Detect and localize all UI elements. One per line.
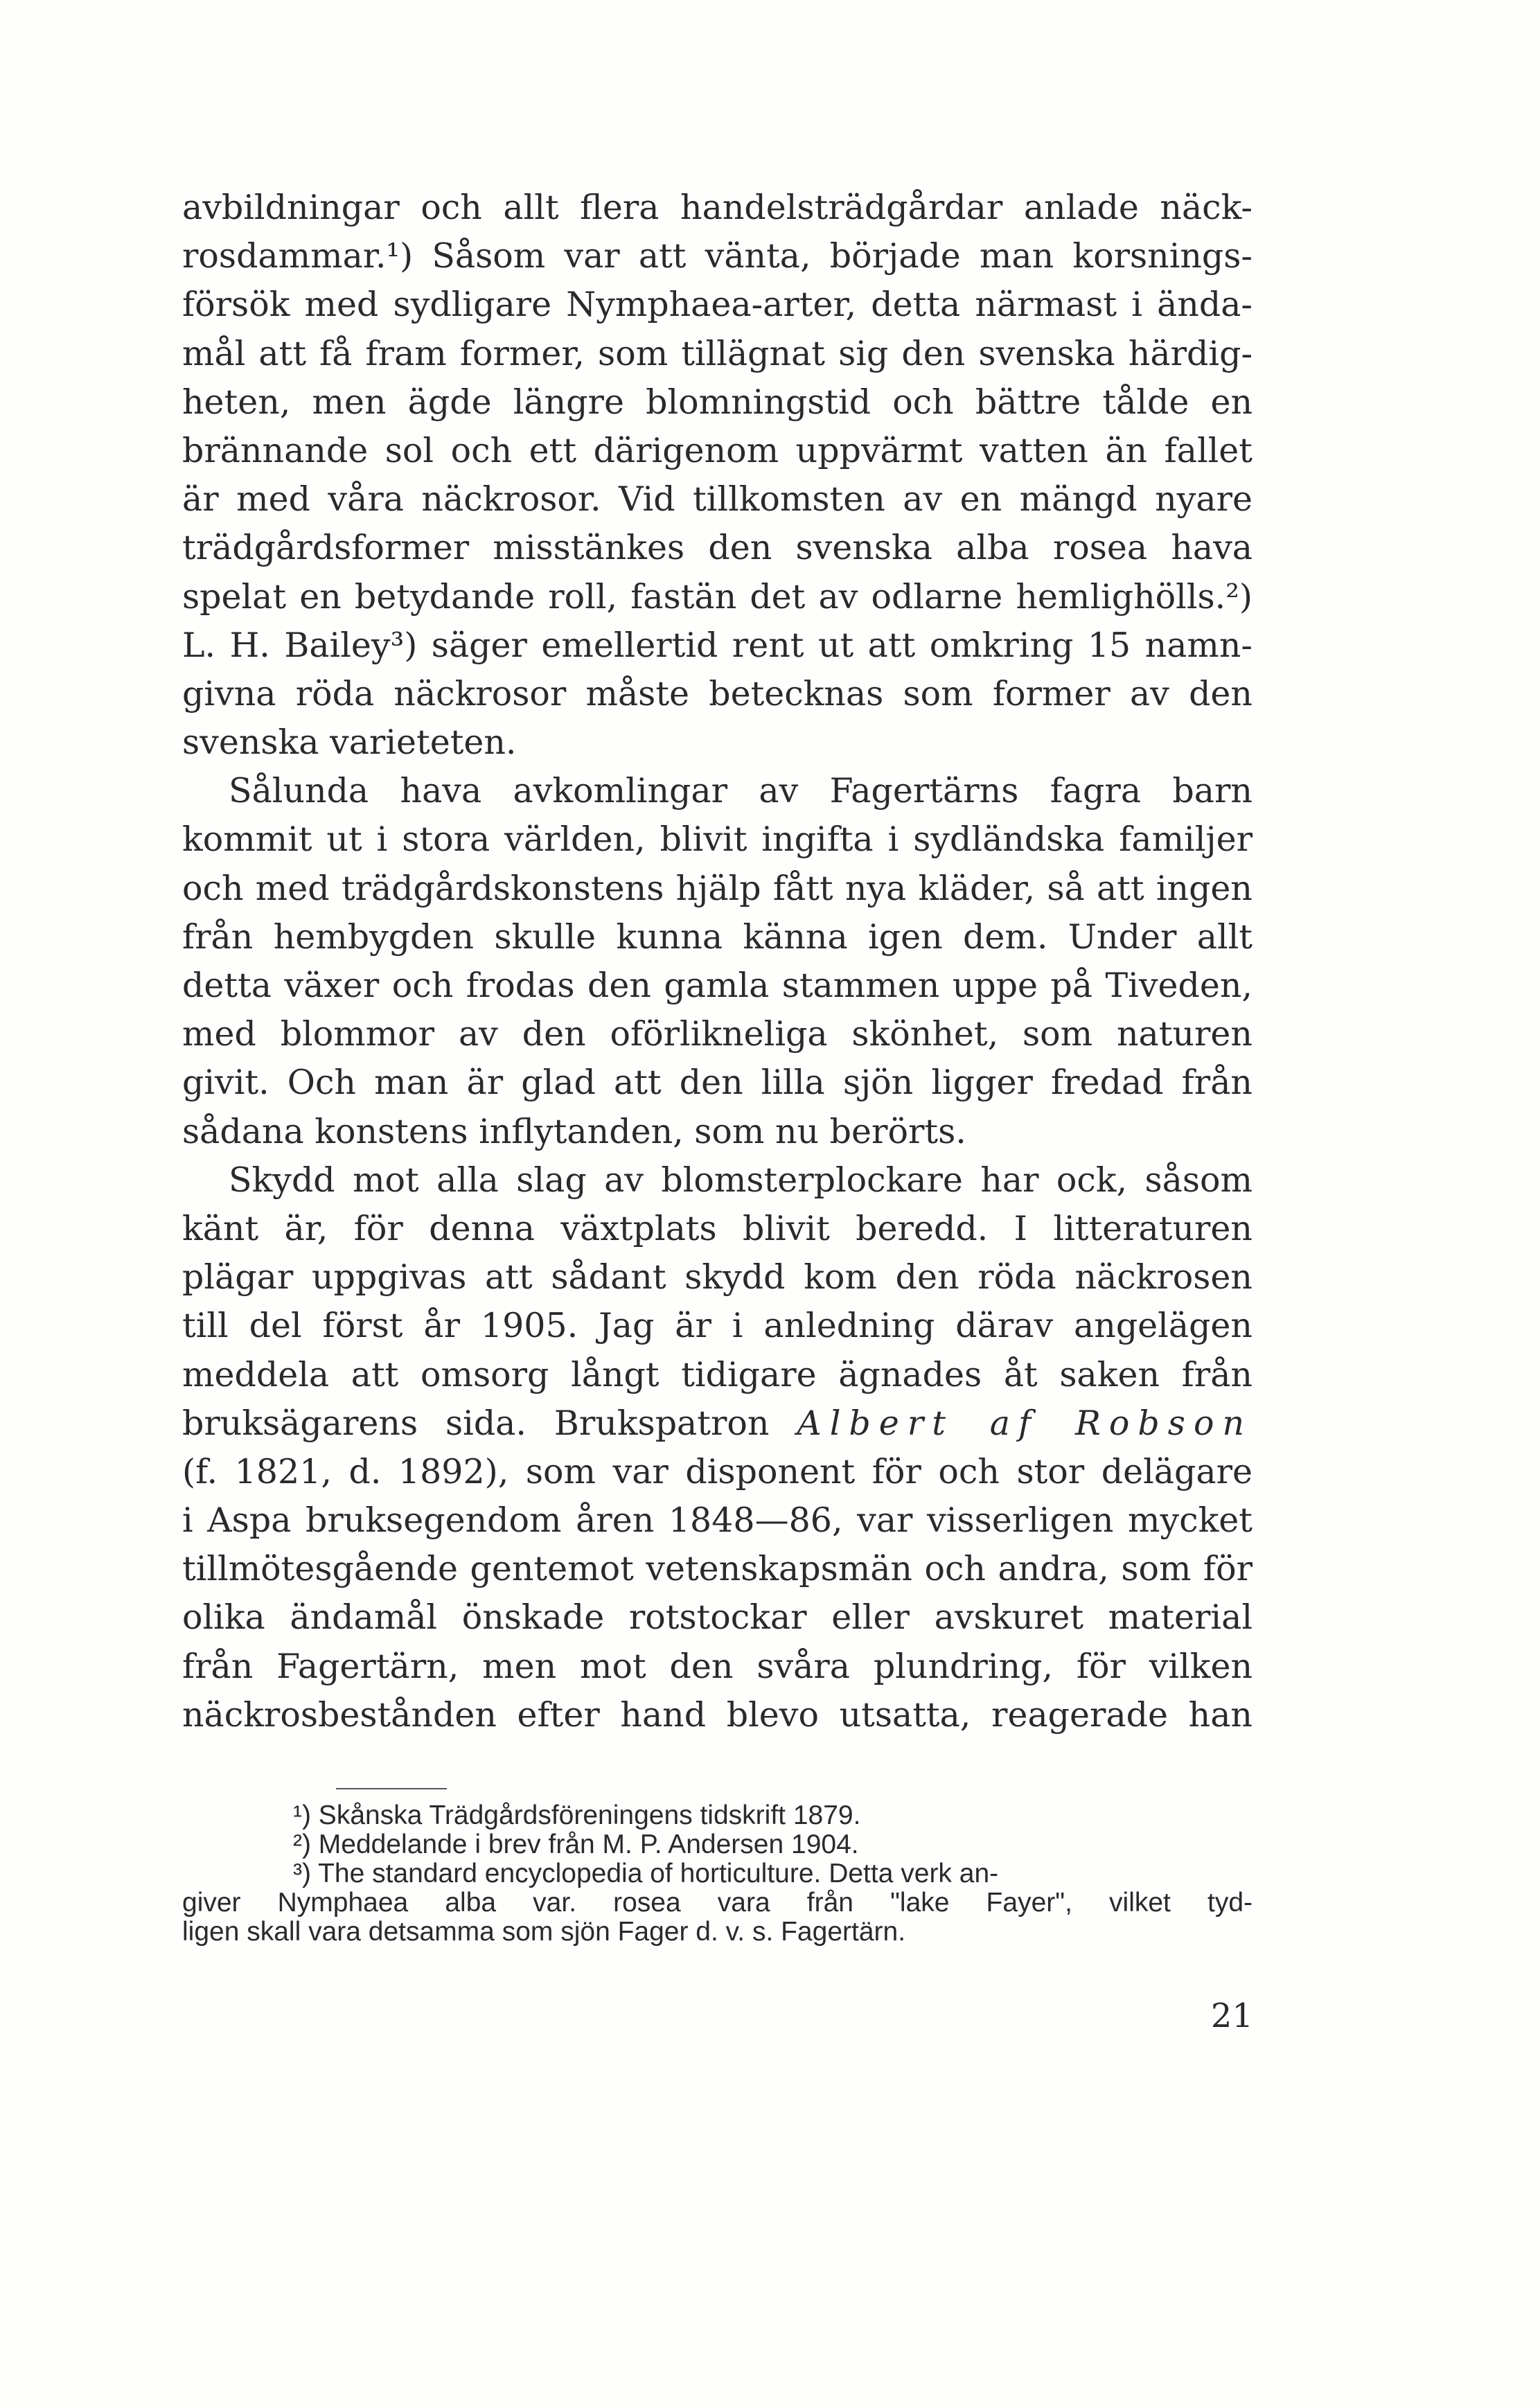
body-line: (f. 1821, d. 1892), som var disponent för och stor delägare bbox=[182, 1451, 1253, 1491]
body-line: med blommor av den oförlikneliga skönhet, som naturen bbox=[182, 1014, 1253, 1054]
footnote: ¹) Skånska Trädgårdsföreningens tidskrift 1879. bbox=[293, 1800, 861, 1830]
body-line: från Fagertärn, men mot den svåra plundring, för vilken bbox=[182, 1646, 1253, 1686]
body-line: givna röda näckrosor måste betecknas som former av den bbox=[182, 673, 1253, 714]
footnotes bbox=[182, 1801, 1253, 1947]
body-line: i Aspa bruksegendom åren 1848—86, var visserligen mycket bbox=[182, 1500, 1253, 1541]
body-line: från hembygden skulle kunna känna igen dem. Under allt bbox=[182, 917, 1253, 957]
body-line: näckrosbestånden efter hand blevo utsatta, reagerade han bbox=[182, 1694, 1253, 1735]
body-line: känt är, för denna växtplats blivit beredd. I litteraturen bbox=[182, 1208, 1253, 1248]
body-line-with-name bbox=[182, 1399, 1253, 1448]
body-line: försök med sydligare Nymphaea-arter, detta närmast i ända- bbox=[182, 285, 1253, 325]
body-line: detta växer och frodas den gamla stammen uppe på Tiveden, bbox=[182, 966, 1253, 1005]
body-line: kommit ut i stora världen, blivit ingifta i sydländska familjer bbox=[182, 820, 1253, 860]
body-line: meddela att omsorg långt tidigare ägnades åt saken från bbox=[182, 1354, 1253, 1395]
body-line: mål att få fram former, som tillägnat sig den svenska härdig- bbox=[182, 333, 1253, 373]
body-line: svenska varieteten. bbox=[182, 723, 517, 763]
footnote: ²) Meddelande i brev från M. P. Andersen 1904. bbox=[293, 1830, 859, 1859]
footnote-continuation: ligen skall vara detsamma som sjön Fager d. v. s. Fagertärn. bbox=[182, 1917, 906, 1947]
page-number: 21 bbox=[1210, 1997, 1253, 2035]
footnote: ³) The standard encyclopedia of horticulture. Detta verk an- bbox=[293, 1859, 999, 1888]
body-line: L. H. Bailey³) säger emellertid rent ut att omkring 15 namn- bbox=[182, 625, 1253, 665]
body-line: Sålunda hava avkomlingar av Fagertärns fagra barn bbox=[229, 771, 1253, 811]
body-line: heten, men ägde längre blomningstid och bättre tålde en bbox=[182, 382, 1253, 422]
body-line: till del först år 1905. Jag är i anledning därav angelägen bbox=[182, 1306, 1253, 1346]
body-line: är med våra näckrosor. Vid tillkomsten av en mängd nyare bbox=[182, 479, 1253, 520]
body-line: sådana konstens inflytanden, som nu berörts. bbox=[182, 1111, 966, 1151]
footnote-divider bbox=[336, 1788, 447, 1789]
body-line: olika ändamål önskade rotstockar eller avskuret material bbox=[182, 1597, 1253, 1638]
body-line: givit. Och man är glad att den lilla sjön ligger fredad från bbox=[182, 1063, 1253, 1103]
emphasized-name: Albert af Robson bbox=[797, 1403, 1253, 1443]
body-line: plägar uppgivas att sådant skydd kom den röda näckrosen bbox=[182, 1257, 1253, 1298]
body-line-start: bruksägarens sida. Brukspatron bbox=[182, 1403, 770, 1443]
footnote-continuation: giver Nymphaea alba var. rosea vara från "lake Fayer", vilket tyd- bbox=[182, 1888, 1253, 1918]
body-line: trädgårdsformer misstänkes den svenska alba rosea hava bbox=[182, 528, 1253, 568]
body-line: brännande sol och ett därigenom uppvärmt vatten än fallet bbox=[182, 430, 1253, 470]
body-text bbox=[182, 184, 1253, 1739]
body-line: Skydd mot alla slag av blomsterplockare har ock, såsom bbox=[229, 1160, 1253, 1200]
body-line: tillmötesgående gentemot vetenskapsmän och andra, som för bbox=[182, 1549, 1253, 1589]
body-line: avbildningar och allt flera handelsträdgårdar anlade näck- bbox=[182, 188, 1253, 227]
body-line: spelat en betydande roll, fastän det av odlarne hemlighölls.²) bbox=[182, 576, 1253, 617]
body-line: rosdammar.¹) Såsom var att vänta, började man korsnings- bbox=[182, 236, 1253, 276]
body-line: och med trädgårdskonstens hjälp fått nya kläder, så att ingen bbox=[182, 868, 1253, 908]
